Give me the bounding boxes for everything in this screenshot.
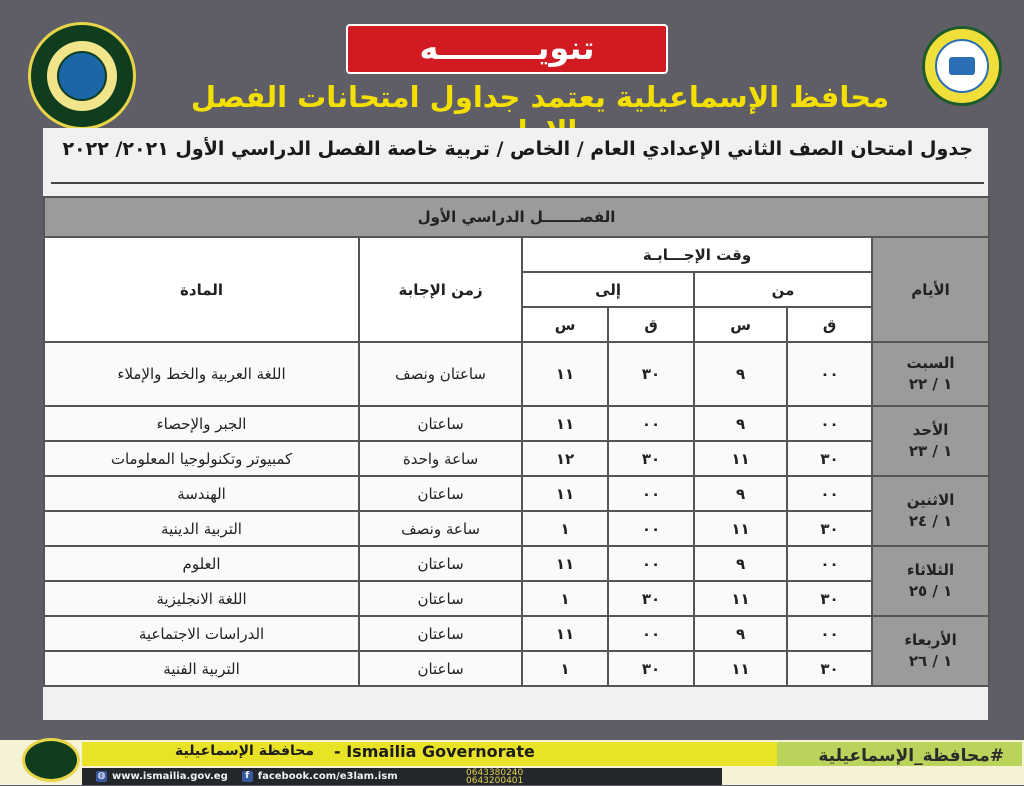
governorate-name-ar: محافظة الإسماعيلية [175,743,315,759]
from-minute-cell: ٣٠ [787,511,872,546]
to-minute-cell: ٠٠ [608,476,694,511]
duration-cell: ساعتان [359,581,522,616]
answer-time-header: وقت الإجـــابـة [522,237,872,272]
hashtag: #محافظة_الإسماعيلية [818,746,1004,766]
to-hour-cell: ١ [522,651,608,686]
subject-cell: التربية الفنية [44,651,359,686]
to-minute-cell: ٠٠ [608,616,694,651]
from-hour-cell: ١١ [694,511,787,546]
from-header: من [694,272,872,307]
from-minute-cell: ٣٠ [787,651,872,686]
to-minute-cell: ٣٠ [608,651,694,686]
footer-logo-icon [22,738,80,782]
subject-cell: اللغة الانجليزية [44,581,359,616]
duration-cell: ساعتان [359,546,522,581]
semester-heading: الفصـــــــل الدراسي الأول [44,197,989,237]
day-cell: الاثنين ١ / ٢٤ [872,476,989,546]
to-hour-cell: ١ [522,511,608,546]
facebook-link[interactable]: f facebook.com/e3lam.ism [242,771,398,782]
from-hour-cell: ١١ [694,651,787,686]
facebook-icon: f [242,771,253,782]
table-row [44,581,989,616]
to-minute-cell: ٠٠ [608,406,694,441]
subject-cell: كمبيوتر وتكنولوجيا المعلومات [44,441,359,476]
table-row [44,342,989,406]
duration-cell: ساعة ونصف [359,511,522,546]
duration-cell: ساعتان [359,616,522,651]
globe-icon: ◍ [97,771,106,781]
to-minute-cell: ٣٠ [608,581,694,616]
from-minute-cell: ٠٠ [787,476,872,511]
from-minute-cell: ٣٠ [787,581,872,616]
from-hour-cell: ٩ [694,476,787,511]
education-directorate-logo-icon [922,26,1002,106]
from-minute-cell: ٠٠ [787,406,872,441]
subject-cell: الهندسة [44,476,359,511]
table-row [44,441,989,476]
to-hour-cell: ١ [522,581,608,616]
subject-cell: الجبر والإحصاء [44,406,359,441]
to-hour-cell: ١٢ [522,441,608,476]
table-row [44,511,989,546]
subject-cell: التربية الدينية [44,511,359,546]
from-hour-cell: ١١ [694,581,787,616]
notice-banner: تنويـــــــــه [346,24,668,74]
contact-bar [82,768,722,785]
duration-cell: ساعتان [359,651,522,686]
to-hour-cell: ١١ [522,342,608,406]
day-cell: الثلاثاء ١ / ٢٥ [872,546,989,616]
from-hour-cell: ٩ [694,616,787,651]
subject-cell: العلوم [44,546,359,581]
duration-cell: ساعتان ونصف [359,342,522,406]
to-minute-cell: ٣٠ [608,441,694,476]
to-minute-cell: ٣٠ [608,342,694,406]
day-cell: الأربعاء ١ / ٢٦ [872,616,989,686]
exam-schedule-document [43,128,988,720]
table-row [44,651,989,686]
table-row [44,406,989,441]
duration-header: زمن الإجابة [359,237,522,342]
from-hour-cell: ٩ [694,342,787,406]
days-header: الأيام [872,237,989,342]
from-minute-cell: ٠٠ [787,342,872,406]
to-minute-header: ق [608,307,694,342]
to-minute-cell: ٠٠ [608,511,694,546]
to-hour-cell: ١١ [522,406,608,441]
to-hour-cell: ١١ [522,476,608,511]
subject-cell: اللغة العربية والخط والإملاء [44,342,359,406]
from-hour-cell: ٩ [694,546,787,581]
day-cell: السبت ١ / ٢٢ [872,342,989,406]
subject-cell: الدراسات الاجتماعية [44,616,359,651]
divider [51,182,984,184]
governorate-name-en: - Ismailia Governorate [334,742,535,761]
website-link[interactable]: ◍ www.ismailia.gov.eg [97,771,228,782]
from-minute-cell: ٠٠ [787,616,872,651]
from-minute-header: ق [787,307,872,342]
ismailia-governorate-logo-icon [28,22,136,130]
from-minute-cell: ٠٠ [787,546,872,581]
footer [0,740,1024,785]
from-hour-cell: ١١ [694,441,787,476]
table-row [44,616,989,651]
to-hour-header: س [522,307,608,342]
day-cell: الأحد ١ / ٢٣ [872,406,989,476]
table-row [44,546,989,581]
duration-cell: ساعتان [359,476,522,511]
to-hour-cell: ١١ [522,546,608,581]
subject-header: المادة [44,237,359,342]
to-minute-cell: ٠٠ [608,546,694,581]
exam-schedule-table [43,196,990,687]
to-hour-cell: ١١ [522,616,608,651]
from-minute-cell: ٣٠ [787,441,872,476]
duration-cell: ساعتان [359,406,522,441]
duration-cell: ساعة واحدة [359,441,522,476]
from-hour-cell: ٩ [694,406,787,441]
table-row [44,476,989,511]
from-hour-header: س [694,307,787,342]
phone-numbers: 0643380240 0643200401 [466,768,524,786]
headline: محافظ الإسماعيلية يعتمد جداول امتحانات الفصل [190,80,890,114]
document-title: جدول امتحان الصف الثاني الإعدادي العام / الخاص / تربية خاصة الفصل الدراسي الأول ٢٠٢١/ ٢٠٢٢ [62,138,973,160]
to-header: إلى [522,272,694,307]
